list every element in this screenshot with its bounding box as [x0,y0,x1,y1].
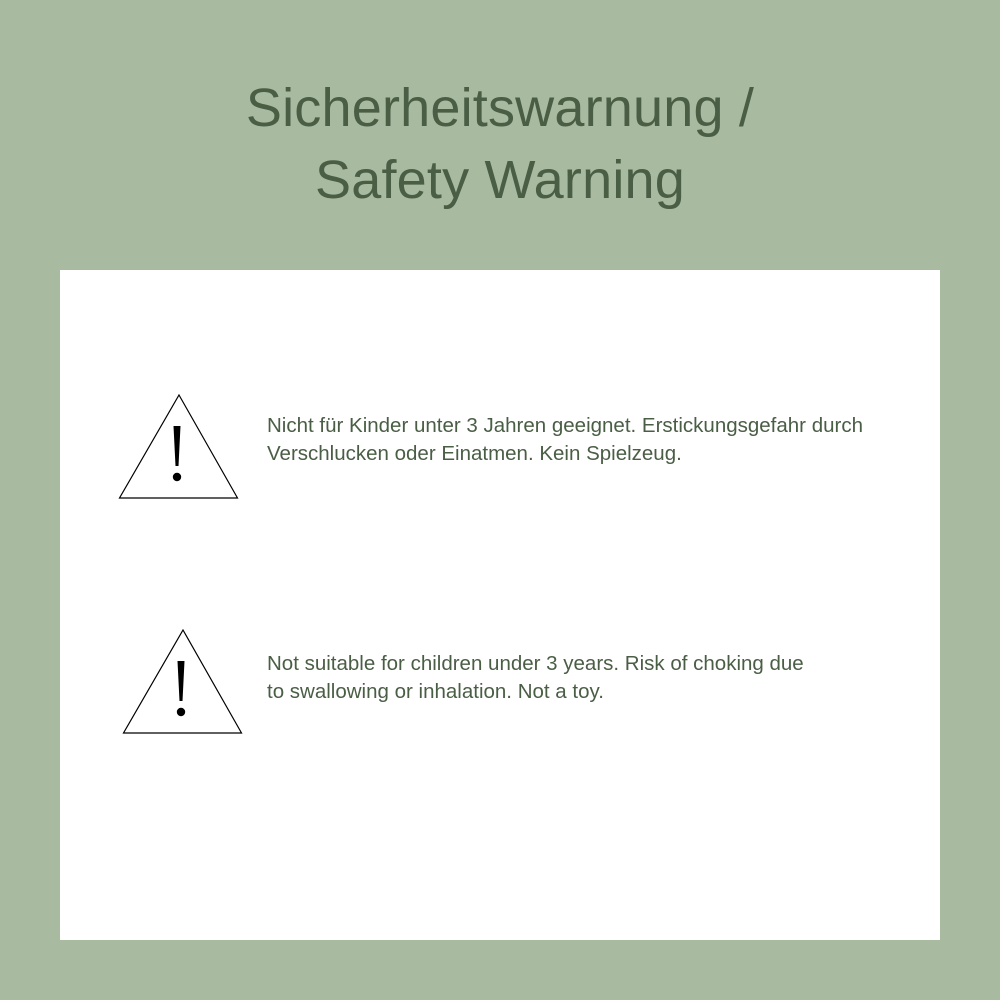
title-line-german: Sicherheitswarnung / [245,78,755,138]
warning-panel [60,270,940,940]
warning-english-line-1: Not suitable for children under 3 years. Risk of choking due [267,652,804,675]
title-line-english: Safety Warning [315,150,685,210]
warning-german-line-1: Nicht für Kinder unter 3 Jahren geeignet. Erstickungsgefahr durch [267,414,863,437]
warning-text-german [267,412,863,468]
page-title [0,72,1000,216]
warning-english-line-2: to swallowing or inhalation. Not a toy. [267,680,604,703]
warning-triangle-icon [122,629,244,735]
warning-german-line-2: Verschlucken oder Einatmen. Kein Spielzeug. [267,442,682,465]
warning-triangle-icon [118,394,240,500]
warning-text-english [267,650,804,706]
